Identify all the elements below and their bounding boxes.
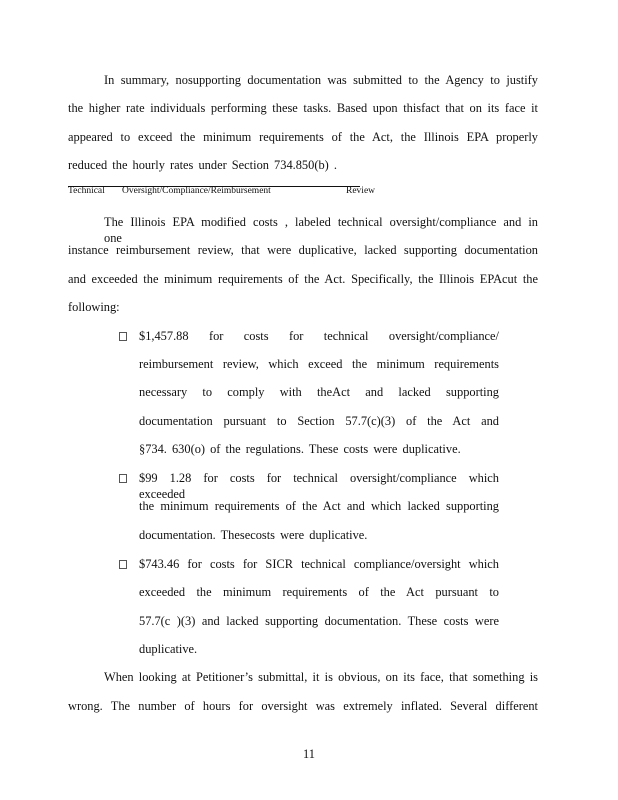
paragraph-3-line-2: wrong. The number of hours for oversight was extremely inflated. Several different	[68, 699, 538, 713]
bullet-2-line-3: documentation. Thesecosts were duplicative.	[139, 528, 368, 542]
page-number: 11	[303, 747, 315, 761]
paragraph-2-line-2: instance reimbursement review, that were duplicative, lacked supporting documentation	[68, 243, 538, 257]
paragraph-1-line-3: appeared to exceed the minimum requirements of the Act, the Illinois EPA properly	[68, 130, 538, 144]
bullet-2-line-2: the minimum requirements of the Act and which lacked supporting	[139, 499, 499, 513]
bullet-1-line-2: reimbursement review, which exceed the minimum requirements	[139, 357, 499, 371]
bullet-3-line-4: duplicative.	[139, 642, 198, 656]
paragraph-3-line-1: When looking at Petitioner’s submittal, it is obvious, on its face, that something is	[104, 670, 538, 684]
heading-oversight: Oversight/Compliance/Reimbursement	[122, 186, 271, 196]
heading-technical: Technical	[68, 186, 105, 196]
bullet-3-line-2: exceeded the minimum requirements of the Act pursuant to	[139, 585, 499, 599]
paragraph-1-line-4: reduced the hourly rates under Section 734.850(b) .	[68, 158, 337, 172]
paragraph-1-line-2: the higher rate individuals performing these tasks. Based upon thisfact that on its face it	[68, 101, 538, 115]
bullet-box-icon	[119, 474, 127, 483]
paragraph-2-line-4: following:	[68, 300, 120, 314]
paragraph-2-line-3: and exceeded the minimum requirements of the Act. Specifically, the Illinois EPAcut the	[68, 272, 538, 286]
bullet-2-line-1: $99 1.28 for costs for technical oversight/compliance which exceeded	[139, 471, 499, 501]
bullet-1-line-5: §734. 630(o) of the regulations. These costs were duplicative.	[139, 442, 461, 456]
heading-review: Review	[346, 186, 376, 196]
paragraph-1-line-1: In summary, nosupporting documentation was submitted to the Agency to justify	[104, 73, 538, 87]
bullet-box-icon	[119, 560, 127, 569]
bullet-1-line-3: necessary to comply with theAct and lacked supporting	[139, 385, 499, 399]
bullet-3-line-3: 57.7(c )(3) and lacked supporting documentation. These costs were	[139, 614, 499, 628]
bullet-1-line-4: documentation pursuant to Section 57.7(c)(3) of the Act and	[139, 414, 499, 428]
bullet-box-icon	[119, 332, 127, 341]
paragraph-2-line-1: The Illinois EPA modified costs , labeled technical oversight/compliance and in one	[104, 215, 538, 245]
bullet-1-line-1: $1,457.88 for costs for technical oversight/compliance/	[139, 329, 499, 343]
section-heading	[68, 186, 376, 196]
bullet-3-line-1: $743.46 for costs for SICR technical compliance/oversight which	[139, 557, 499, 571]
